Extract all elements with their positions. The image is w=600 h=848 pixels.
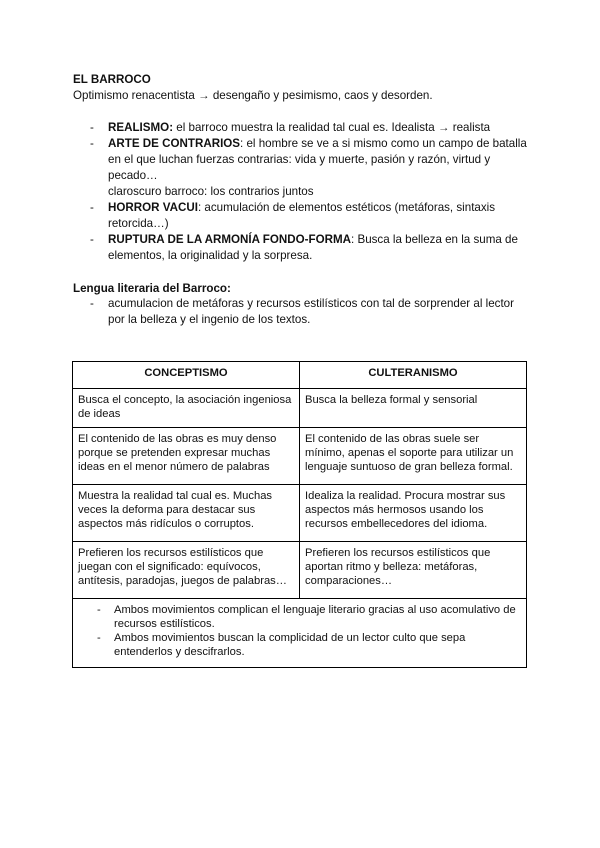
- page-title: EL BARROCO: [73, 73, 151, 86]
- feature-term: REALISMO:: [108, 121, 174, 134]
- footer-text: Ambos movimientos buscan la complicidad de un lector culto que sepa entenderlos y descifrarlos.: [114, 632, 466, 658]
- table-cell: Busca el concepto, la asociación ingeniosa de ideas: [73, 389, 300, 428]
- table-cell: Prefieren los recursos estilísticos que juegan con el significado: equívocos, antítesis, paradojas, juegos de palabras…: [73, 542, 300, 599]
- features-list: [73, 120, 533, 264]
- page-subtitle: Optimismo renacentista → desengaño y pesimismo, caos y desorden.: [73, 89, 433, 102]
- table-cell: Idealiza la realidad. Procura mostrar sus aspectos más hermosos usando los recursos embellecedores del idioma.: [300, 485, 527, 542]
- table-row: [73, 485, 527, 542]
- table-row: [73, 428, 527, 485]
- header-conceptismo: CONCEPTISMO: [73, 362, 300, 389]
- literary-heading: Lengua literaria del Barroco:: [73, 282, 231, 295]
- header-culteranismo: CULTERANISMO: [300, 362, 527, 389]
- table-cell: El contenido de las obras es muy denso porque se pretenden expresar muchas ideas en el menor número de palabras: [73, 428, 300, 485]
- table-cell: Busca la belleza formal y sensorial: [300, 389, 527, 428]
- feature-text: : Busca la belleza en la suma de elementos, la originalidad y la sorpresa.: [108, 233, 518, 262]
- feature-term: HORROR VACUI: [108, 201, 198, 214]
- dash-marker: -: [90, 137, 94, 150]
- footer-list: [81, 603, 518, 659]
- list-item: [81, 631, 518, 659]
- dash-marker: -: [90, 297, 94, 310]
- feature-term: RUPTURA DE LA ARMONÍA FONDO-FORMA: [108, 233, 352, 246]
- dash-marker: -: [97, 604, 101, 616]
- feature-text: : el hombre se ve a si mismo como un campo de batalla en el que luchan fuerzas contrarias: vida y muerte, pasión y razón, virtud y pecado…: [108, 137, 527, 182]
- table-cell: Muestra la realidad tal cual es. Muchas veces la deforma para destacar sus aspectos más ridículos o corruptos.: [73, 485, 300, 542]
- comparison-table: [72, 361, 527, 668]
- literary-list: [73, 296, 533, 328]
- table-row: [73, 389, 527, 428]
- feature-text: el barroco muestra la realidad tal cual es. Idealista → realista: [173, 121, 491, 134]
- footer-text: Ambos movimientos complican el lenguaje literario gracias al uso acomulativo de recursos estilísticos.: [114, 604, 516, 630]
- dash-marker: -: [90, 121, 94, 134]
- dash-marker: -: [97, 632, 101, 644]
- list-item: [81, 603, 518, 631]
- table-footer-row: [73, 599, 527, 668]
- table-footer-cell: [73, 599, 527, 668]
- contrarios-note: claroscuro barroco: los contrarios juntos: [108, 185, 314, 198]
- list-item: [73, 232, 533, 264]
- table-cell: Prefieren los recursos estilísticos que aportan ritmo y belleza: metáforas, comparaciones…: [300, 542, 527, 599]
- list-item: [73, 200, 533, 232]
- literary-text: acumulacion de metáforas y recursos estilísticos con tal de sorprender al lector por la belleza y el ingenio de los textos.: [108, 297, 514, 326]
- list-item: [73, 296, 533, 328]
- list-item: [73, 136, 533, 184]
- dash-marker: -: [90, 233, 94, 246]
- table-header-row: [73, 362, 527, 389]
- table-cell: El contenido de las obras suele ser mínimo, apenas el soporte para utilizar un lenguaje suntuoso de gran belleza formal.: [300, 428, 527, 485]
- dash-marker: -: [90, 201, 94, 214]
- table-row: [73, 542, 527, 599]
- feature-text: : acumulación de elementos estéticos (metáforas, sintaxis retorcida…): [108, 201, 496, 230]
- list-item: [73, 120, 533, 136]
- feature-term: ARTE DE CONTRARIOS: [108, 137, 241, 150]
